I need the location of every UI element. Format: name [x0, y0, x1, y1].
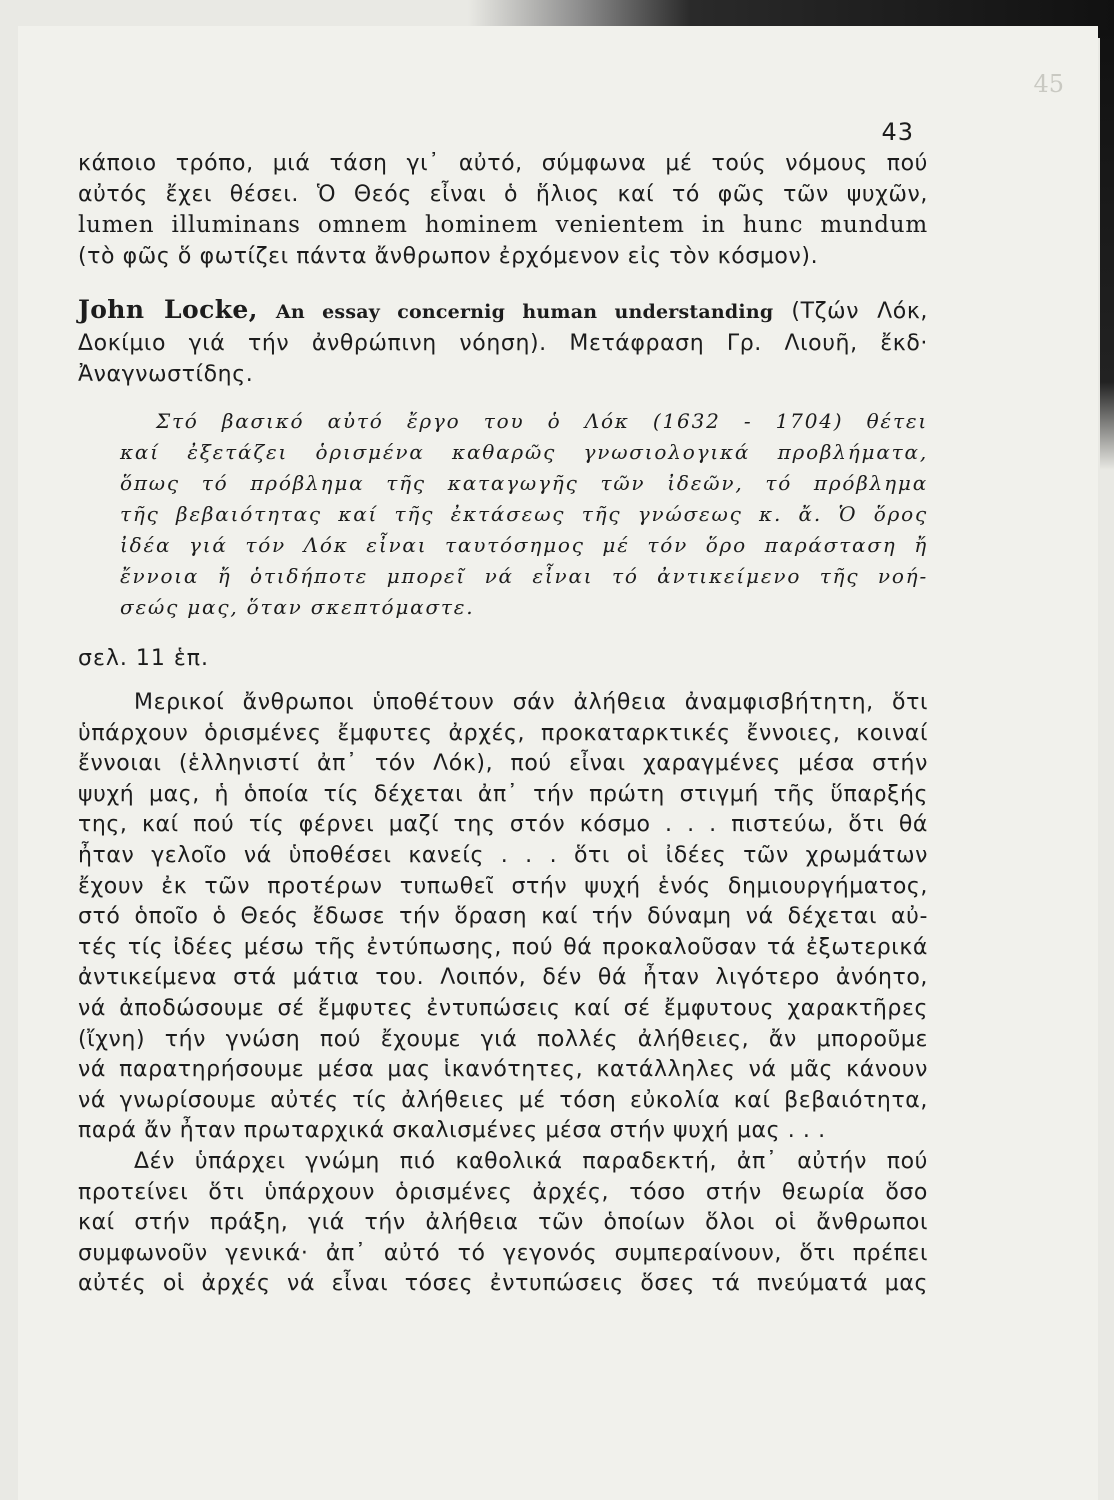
work-title: An essay concernig human understanding [275, 301, 774, 323]
body-line: νά ἀποδώσουμε σέ ἔμφυτες ἐντυπώσεις καί σέ ἔμφυτους χαρακτῆρες [78, 995, 928, 1021]
text-line: (τὸ φῶς ὅ φωτίζει πάντα ἄνθρωπον ἐρχόμενον εἰς τὸν κόσμον). [78, 244, 819, 269]
summary-line: τῆς βεβαιότητας καί τῆς ἐκτάσεως τῆς γνώσεως κ. ἄ. Ὁ ὅρος [120, 502, 928, 526]
body-line: ψυχή μας, ἡ ὁποία τίς δέχεται ἀπ᾽ τήν πρώτη στιγμή τῆς ὕπαρξής [78, 781, 928, 807]
body-line: παρά ἄν ἦταν πρωταρχικά σκαλισμένες μέσα στήν ψυχή μας . . . [78, 1118, 826, 1144]
body-line: Μερικοί ἄνθρωποι ὑποθέτουν σάν ἀλήθεια ἀναμφισβήτητη, ὅτι [134, 690, 928, 715]
reference-line-1 [78, 294, 928, 328]
translated-title: (Τζών Λόκ, [791, 299, 929, 324]
scan-right-border [1100, 30, 1114, 470]
text-line: αὐτός ἔχει θέσει. Ὁ Θεός εἶναι ὁ ἥλιος καί τό φῶς τῶν ψυχῶν, [78, 182, 928, 207]
body-line: προτείνει ὅτι ὑπάρχουν ὁρισμένες ἀρχές, τόσο στήν θεωρία ὅσο [78, 1179, 928, 1205]
body-line: νά γνωρίσουμε αὐτές τίς ἀλήθειες μέ τόση εὐκολία καί βεβαιότητα, [78, 1087, 928, 1113]
page-content [78, 148, 928, 1300]
intro-paragraph [78, 148, 928, 272]
body-line: αὐτές οἱ ἀρχές νά εἶναι τόσες ἐντυπώσεις ὅσες τά πνεύματά μας [78, 1271, 928, 1297]
body-line: ἔννοιαι (ἑλληνιστί ἀπ᾽ τόν Λόκ), πού εἶναι χαραγμένες μέσα στήν [78, 751, 928, 777]
page-number: 43 [881, 118, 914, 146]
latin-quote-line: lumen illuminans omnem hominem venientem in hunc mundum [78, 212, 928, 238]
summary-line: ἔννοια ἤ ὁτιδήποτε μπορεῖ νά εἶναι τό ἀντικείμενο τῆς νοή- [120, 564, 928, 588]
body-line: συμφωνοῦν γενικά· ἀπ᾽ αὐτό τό γεγονός συμπεραίνουν, ὅτι πρέπει [78, 1240, 928, 1266]
author-name: John Locke, [78, 295, 258, 324]
text-line: κάποιο τρόπο, μιά τάση γι᾽ αὐτό, σύμφωνα μέ τούς νόμους πού [78, 151, 928, 176]
work-summary [120, 406, 928, 623]
body-line: (ἴχνη) τήν γνώση πού ἔχουμε γιά πολλές ἀλήθειες, ἄν μποροῦμε [78, 1026, 928, 1052]
summary-line: καί ἐξετάζει ὁρισμένα καθαρῶς γνωσιολογικά προβλήματα, [120, 440, 928, 464]
page-reference: σελ. 11 ἑπ. [78, 646, 209, 671]
reference-line-3: Ἀναγνωστίδης. [78, 362, 254, 387]
reference-line-2: Δοκίμιο γιά τήν ἀνθρώπινη νόηση). Μετάφραση Γρ. Λιουῆ, ἔκδ· [78, 331, 928, 356]
body-line: ἔχουν ἐκ τῶν προτέρων τυπωθεῖ στήν ψυχή ἑνός δημιουργήματος, [78, 873, 928, 899]
bleed-through-page-number: 45 [1033, 70, 1064, 98]
summary-line: Στό βασικό αὐτό ἔργο του ὁ Λόκ (1632 - 1704) θέτει [156, 409, 928, 433]
bibliographic-reference [78, 294, 928, 390]
body-line: ὑπάρχουν ὁρισμένες ἔμφυτες ἀρχές, προκαταρκτικές ἔννοιες, κοιναί [78, 720, 928, 746]
body-line: ἀντικείμενα στά μάτια του. Λοιπόν, δέν θά ἦταν λιγότερο ἀνόητο, [78, 965, 928, 991]
body-line: της, καί πού τίς φέρνει μαζί της στόν κόσμο . . . πιστεύω, ὅτι θά [78, 812, 928, 838]
body-line: Δέν ὑπάρχει γνώμη πιό καθολικά παραδεκτή, ἀπ᾽ αὐτήν πού [134, 1148, 928, 1174]
summary-line: ὅπως τό πρόβλημα τῆς καταγωγῆς τῶν ἰδεῶν, τό πρόβλημα [120, 471, 928, 495]
body-line: στό ὁποῖο ὁ Θεός ἔδωσε τήν ὅραση καί τήν δύναμη νά δέχεται αὐ- [78, 904, 928, 930]
quoted-excerpt [78, 688, 928, 1300]
summary-line: σεώς μας, ὅταν σκεπτόμαστε. [120, 595, 475, 619]
body-line: τές τίς ἰδέες μέσω τῆς ἐντύπωσης, πού θά προκαλοῦσαν τά ἐξωτερικά [78, 934, 928, 960]
body-line: καί στήν πράξη, γιά τήν ἀλήθεια τῶν ὁποίων ὅλοι οἱ ἄνθρωποι [78, 1210, 928, 1236]
body-line: νά παρατηρήσουμε μέσα μας ἱκανότητες, κατάλληλες νά μᾶς κάνουν [78, 1057, 928, 1083]
summary-line: ἰδέα γιά τόν Λόκ εἶναι ταυτόσημος μέ τόν ὅρο παράσταση ἤ [120, 533, 928, 557]
body-line: ἦταν γελοῖο νά ὑποθέσει κανείς . . . ὅτι οἱ ἰδέες τῶν χρωμάτων [78, 842, 928, 868]
